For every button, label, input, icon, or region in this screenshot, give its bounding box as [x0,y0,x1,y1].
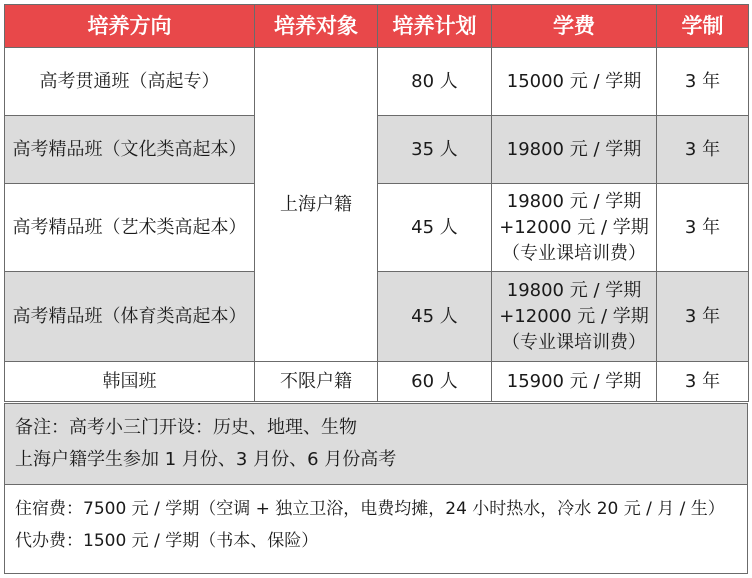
header-years: 学制 [657,5,749,48]
remarks-box [4,403,748,485]
accommodation-fee-line: 住宿费：7500 元 / 学期（空调 + 独立卫浴，电费均摊，24 小时热水，冷水 20 元 / 月 / 生） [15,499,725,519]
years-cell: 3 年 [657,362,749,402]
remarks-line-exams: 上海户籍学生参加 1 月份、3 月份、6 月份高考 [15,449,397,470]
table-header-row [5,5,749,48]
header-fee: 学费 [492,5,657,48]
direction-cell: 韩国班 [5,362,255,402]
fee-line: +12000 元 / 学期 [499,216,649,238]
plan-cell: 45 人 [378,184,492,272]
fee-cell [492,362,657,402]
fee-line: （专业课培训费） [502,242,646,264]
years-cell: 3 年 [657,184,749,272]
program-table [4,4,749,402]
fee-line: 15900 元 / 学期 [506,370,642,392]
direction-cell: 高考精品班（艺术类高起本） [5,184,255,272]
header-direction: 培养方向 [5,5,255,48]
direction-cell: 高考贯通班（高起专） [5,48,255,116]
fee-line: 19800 元 / 学期 [506,138,642,160]
fee-line: （专业课培训费） [502,331,646,353]
header-target: 培养对象 [255,5,378,48]
plan-cell: 45 人 [378,272,492,362]
direction-cell: 高考精品班（体育类高起本） [5,272,255,362]
fee-line: 19800 元 / 学期 [506,279,642,301]
years-cell: 3 年 [657,272,749,362]
target-cell-merged: 上海户籍 [255,48,378,362]
extra-fees-box [4,484,748,574]
agency-fee-line: 代办费：1500 元 / 学期（书本、保险） [15,531,319,551]
fee-cell [492,272,657,362]
fee-line: 15000 元 / 学期 [506,70,642,92]
plan-cell: 35 人 [378,116,492,184]
table-row [5,362,749,402]
header-plan: 培养计划 [378,5,492,48]
fee-cell [492,184,657,272]
fee-cell [492,48,657,116]
years-cell: 3 年 [657,116,749,184]
fee-cell [492,116,657,184]
remarks-line-subjects: 备注：高考小三门开设：历史、地理、生物 [15,417,357,438]
fee-line: +12000 元 / 学期 [499,305,649,327]
plan-cell: 80 人 [378,48,492,116]
years-cell: 3 年 [657,48,749,116]
table-row [5,48,749,116]
fee-line: 19800 元 / 学期 [506,190,642,212]
target-cell: 不限户籍 [255,362,378,402]
direction-cell: 高考精品班（文化类高起本） [5,116,255,184]
plan-cell: 60 人 [378,362,492,402]
